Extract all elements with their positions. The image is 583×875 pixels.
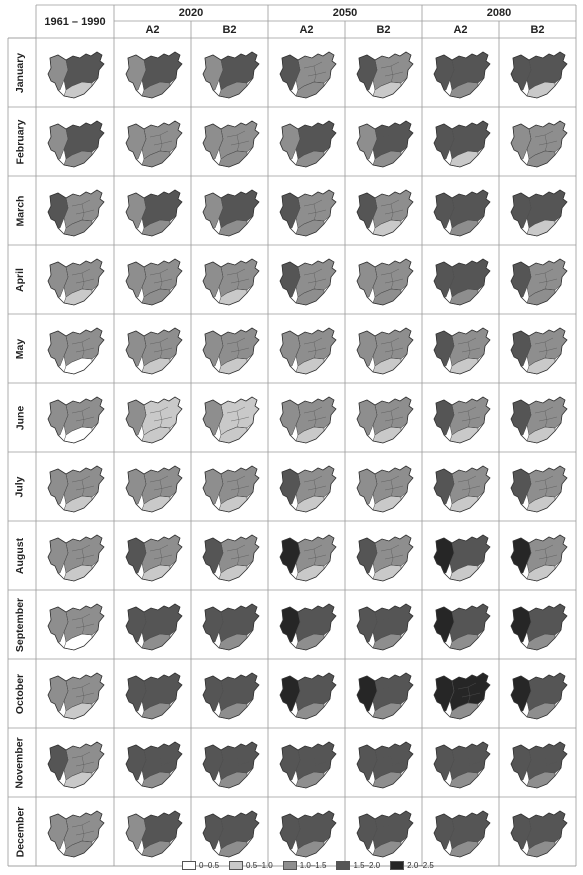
- region-map: [120, 667, 186, 723]
- region-map: [120, 184, 186, 240]
- legend-swatch: [182, 861, 196, 870]
- scenario-header-2050-a2: A2: [299, 24, 314, 36]
- legend-item: [390, 861, 434, 870]
- region-map: [42, 529, 108, 585]
- region-map: [197, 736, 263, 792]
- region-map: [428, 529, 494, 585]
- region-map: [428, 322, 494, 378]
- region-map: [428, 736, 494, 792]
- region-map: [428, 460, 494, 516]
- region-map: [351, 529, 417, 585]
- region-map: [351, 322, 417, 378]
- region-map: [274, 598, 340, 654]
- region-map: [42, 460, 108, 516]
- region-map: [42, 322, 108, 378]
- month-label-january: January: [14, 52, 26, 93]
- region-map: [120, 46, 186, 102]
- legend-swatch: [283, 861, 297, 870]
- legend-label: 0–0.5: [199, 860, 220, 870]
- month-label-june: June: [14, 405, 27, 430]
- region-map: [505, 805, 571, 861]
- legend-swatch: [336, 861, 350, 870]
- region-map: [197, 460, 263, 516]
- legend-item: [336, 861, 380, 870]
- period-header-2020: 2020: [178, 7, 204, 19]
- region-map: [197, 184, 263, 240]
- legend-swatch: [229, 861, 243, 870]
- region-map: [42, 115, 108, 171]
- region-map: [120, 322, 186, 378]
- region-map: [197, 253, 263, 309]
- legend-swatch: [390, 861, 404, 870]
- month-label-september: September: [14, 597, 26, 652]
- legend-label: 1.0–1.5: [299, 860, 327, 870]
- region-map: [274, 46, 340, 102]
- region-map: [505, 598, 571, 654]
- region-map: [428, 115, 494, 171]
- region-map: [274, 391, 340, 447]
- period-header-2050: 2050: [332, 7, 358, 19]
- region-map: [505, 391, 571, 447]
- region-map: [274, 529, 340, 585]
- month-label-november: November: [14, 736, 27, 789]
- legend-label: 2.0–2.5: [407, 860, 434, 870]
- region-map: [120, 460, 186, 516]
- region-map: [428, 184, 494, 240]
- month-label-february: February: [14, 119, 26, 164]
- region-map: [505, 667, 571, 723]
- region-map: [351, 805, 417, 861]
- region-map: [428, 805, 494, 861]
- baseline-header: 1961 – 1990: [44, 16, 106, 28]
- region-map: [120, 529, 186, 585]
- region-map: [274, 736, 340, 792]
- region-map: [505, 529, 571, 585]
- month-label-december: December: [14, 806, 26, 857]
- region-map: [197, 529, 263, 585]
- region-map: [428, 46, 494, 102]
- region-map: [505, 184, 571, 240]
- region-map: [42, 598, 108, 654]
- legend-item: [229, 861, 273, 870]
- region-map: [351, 253, 417, 309]
- region-map: [120, 598, 186, 654]
- region-map: [505, 736, 571, 792]
- legend: [182, 858, 444, 872]
- region-map: [428, 391, 494, 447]
- scenario-header-2080-b2: B2: [530, 24, 545, 36]
- region-map: [120, 253, 186, 309]
- region-map: [351, 115, 417, 171]
- region-map: [351, 667, 417, 723]
- region-map: [42, 253, 108, 309]
- legend-item: [283, 861, 327, 870]
- region-map: [505, 322, 571, 378]
- region-map: [274, 667, 340, 723]
- region-map: [274, 253, 340, 309]
- month-label-october: October: [14, 673, 27, 714]
- legend-label: 0.5–1.0: [246, 860, 273, 870]
- region-map: [120, 115, 186, 171]
- legend-label: 1.5–2.0: [353, 860, 381, 870]
- region-map: [197, 46, 263, 102]
- region-map: [120, 805, 186, 861]
- region-map: [351, 736, 417, 792]
- region-map: [42, 184, 108, 240]
- region-map: [505, 253, 571, 309]
- region-map: [197, 115, 263, 171]
- month-label-april: April: [13, 267, 26, 292]
- region-map: [428, 253, 494, 309]
- month-label-march: March: [14, 195, 26, 226]
- region-map: [351, 598, 417, 654]
- region-map: [351, 46, 417, 102]
- legend-item: [182, 861, 219, 870]
- region-map: [428, 667, 494, 723]
- region-map: [42, 391, 108, 447]
- month-label-july: July: [13, 475, 26, 498]
- region-map: [42, 805, 108, 861]
- region-map: [197, 598, 263, 654]
- region-map: [42, 46, 108, 102]
- region-map: [42, 667, 108, 723]
- region-map: [505, 115, 571, 171]
- region-map: [351, 460, 417, 516]
- period-header-2080: 2080: [486, 7, 512, 19]
- region-map: [428, 598, 494, 654]
- month-label-may: May: [14, 338, 26, 359]
- scenario-header-2080-a2: A2: [453, 24, 468, 36]
- region-map: [505, 460, 571, 516]
- month-label-august: August: [14, 537, 27, 574]
- region-map: [274, 322, 340, 378]
- region-map: [274, 805, 340, 861]
- region-map: [120, 736, 186, 792]
- region-map: [197, 805, 263, 861]
- scenario-header-2020-a2: A2: [145, 24, 160, 36]
- region-map: [505, 46, 571, 102]
- region-map: [42, 736, 108, 792]
- region-map: [274, 460, 340, 516]
- scenario-header-2050-b2: B2: [376, 24, 391, 36]
- scenario-header-2020-b2: B2: [222, 24, 237, 36]
- region-map: [351, 184, 417, 240]
- region-map: [351, 391, 417, 447]
- region-map: [197, 391, 263, 447]
- region-map: [274, 184, 340, 240]
- region-map: [197, 667, 263, 723]
- region-map: [274, 115, 340, 171]
- region-map: [197, 322, 263, 378]
- region-map: [120, 391, 186, 447]
